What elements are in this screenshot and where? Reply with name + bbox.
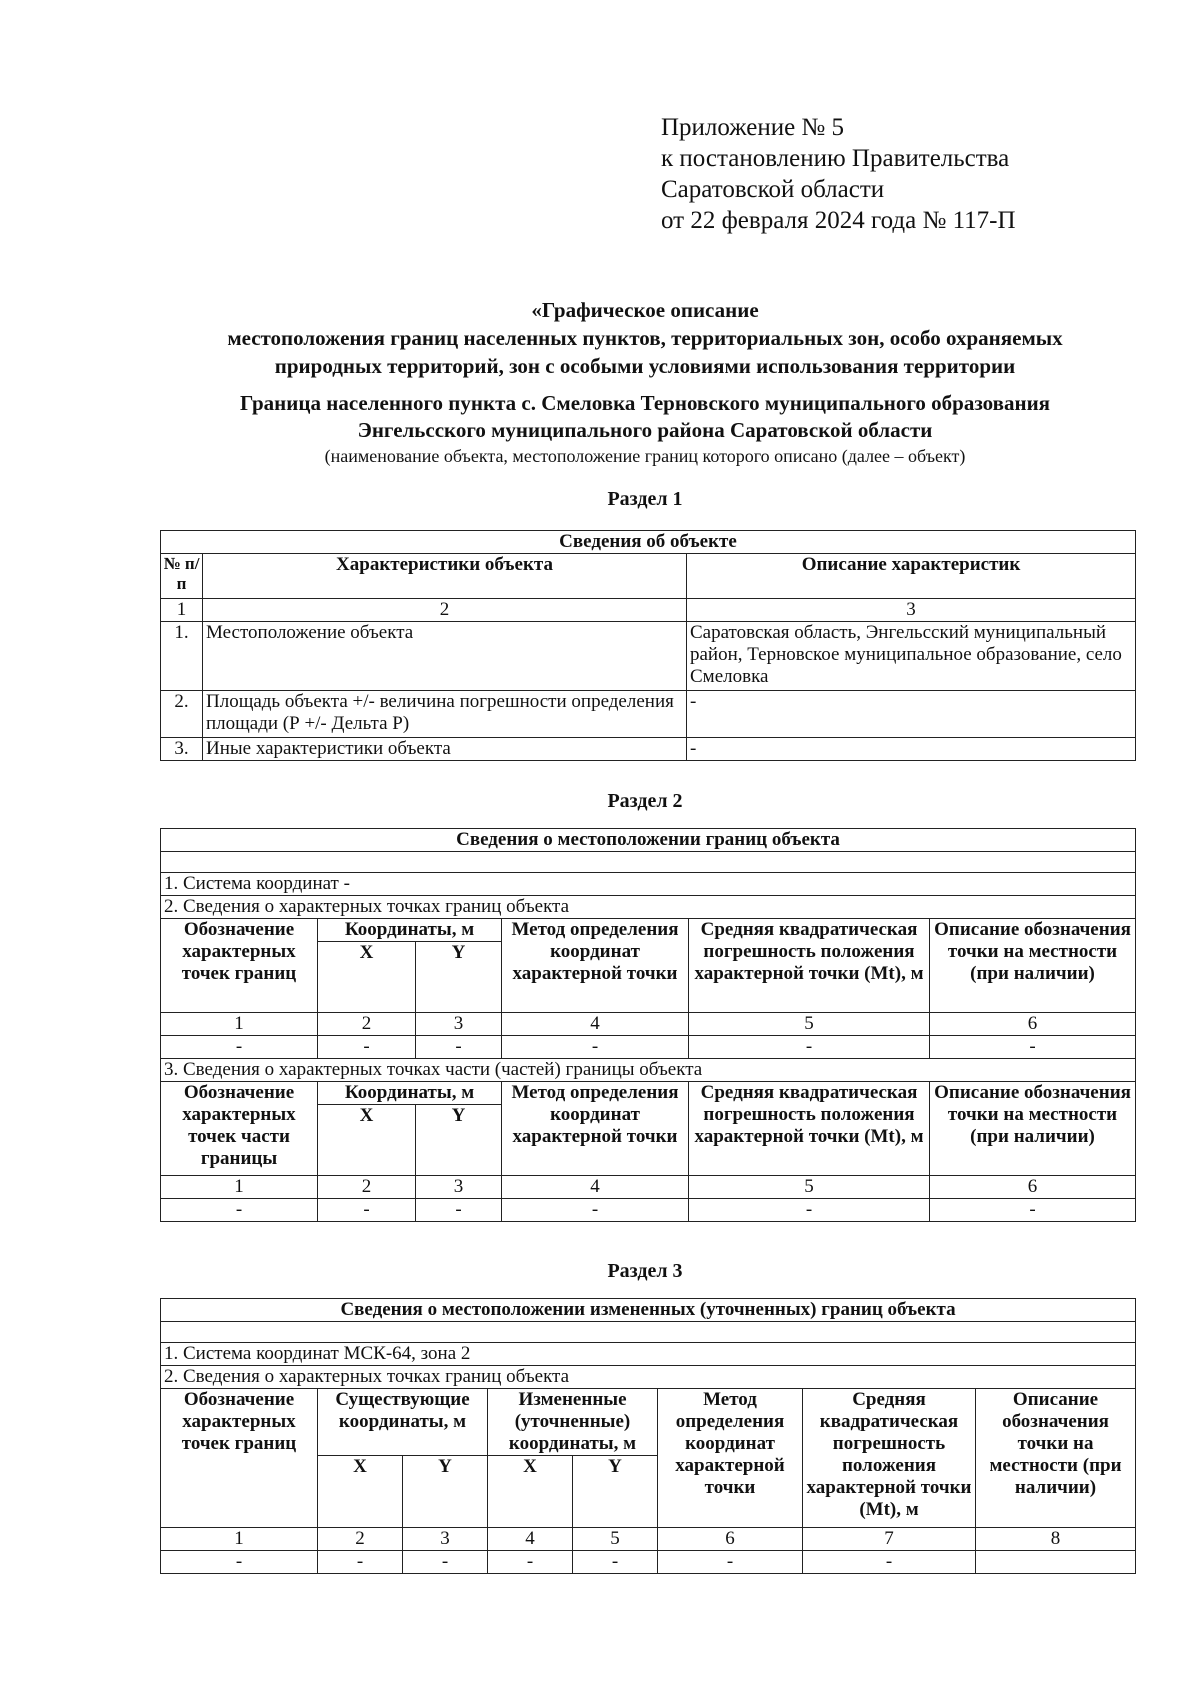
- table-title: Сведения о местоположении измененных (уточненных) границ объекта: [161, 1299, 1136, 1322]
- points-subtitle: 2. Сведения о характерных точках границ объекта: [161, 896, 1136, 919]
- index-cell: 4: [502, 1013, 689, 1036]
- object-line: Энгельсского муниципального района Саратовской области: [357, 418, 933, 442]
- dash-cell: -: [930, 1036, 1136, 1059]
- col-header-existing-y: Y: [403, 1456, 488, 1528]
- dash-cell: -: [318, 1199, 416, 1222]
- index-cell: 7: [803, 1528, 976, 1551]
- coord-system-label: 1. Система координат МСК-64, зона 2: [161, 1343, 1136, 1366]
- appendix-line: Приложение № 5: [661, 114, 845, 141]
- index-cell: 8: [976, 1528, 1136, 1551]
- col-header-x: X: [318, 942, 416, 1013]
- table-row: [161, 691, 1136, 738]
- section-1-table: [160, 530, 1136, 761]
- col-header-existing-x: X: [318, 1456, 403, 1528]
- col-header-point-description: Описание обозначения точки на местности (при наличии): [930, 919, 1136, 1013]
- index-cell: 1: [161, 1013, 318, 1036]
- index-cell: 5: [689, 1013, 930, 1036]
- col-header-coordinates: Координаты, м: [318, 1082, 502, 1105]
- row-num: 2.: [161, 691, 203, 738]
- dash-cell: -: [803, 1551, 976, 1574]
- col-header-y: Y: [416, 942, 502, 1013]
- dash-cell: -: [161, 1199, 318, 1222]
- row-description: Саратовская область, Энгельсский муниципальный район, Терновское муниципальное образование, село Смеловка: [687, 622, 1136, 691]
- section-2-table: [160, 828, 1136, 1222]
- row-num: 1.: [161, 622, 203, 691]
- col-header-method: Метод определения координат характерной точки: [502, 919, 689, 1013]
- index-cell: 2: [203, 599, 687, 622]
- index-cell: 2: [318, 1013, 416, 1036]
- row-description: -: [687, 691, 1136, 738]
- col-header-method: Метод определения координат характерной точки: [658, 1389, 803, 1528]
- dash-cell: -: [318, 1551, 403, 1574]
- title-line: природных территорий, зон с особыми условиями использования территории: [274, 354, 1016, 378]
- appendix-line: Саратовской области: [661, 176, 885, 203]
- col-header-y: Y: [416, 1105, 502, 1176]
- col-header-method: Метод определения координат характерной точки: [502, 1082, 689, 1176]
- index-cell: 3: [687, 599, 1136, 622]
- dash-cell: -: [930, 1199, 1136, 1222]
- dash-cell: -: [689, 1199, 930, 1222]
- title-line: местоположения границ населенных пунктов, территориальных зон, особо охраняемых: [227, 326, 1063, 350]
- object-name-block: [150, 390, 1140, 468]
- empty-cell: [976, 1551, 1136, 1574]
- row-description: -: [687, 738, 1136, 761]
- col-header-point-description: Описание обозначения точки на местности (при наличии): [930, 1082, 1136, 1176]
- col-header-designation: Обозначение характерных точек границ: [161, 919, 318, 1013]
- col-header-error: Средняя квадратическая погрешность положения характерной точки (Mt), м: [689, 919, 930, 1013]
- index-cell: 4: [502, 1176, 689, 1199]
- index-cell: 2: [318, 1176, 416, 1199]
- dash-cell: -: [161, 1036, 318, 1059]
- section-3-table: [160, 1298, 1136, 1574]
- empty-row: [161, 852, 1136, 873]
- dash-cell: -: [689, 1036, 930, 1059]
- object-note: (наименование объекта, местоположение границ которого описано (далее – объект): [324, 446, 966, 466]
- index-cell: 1: [161, 1528, 318, 1551]
- dash-cell: -: [488, 1551, 573, 1574]
- index-cell: 5: [689, 1176, 930, 1199]
- document-title: [150, 296, 1140, 380]
- index-cell: 3: [416, 1176, 502, 1199]
- col-header-characteristic: Характеристики объекта: [203, 554, 687, 599]
- appendix-line: от 22 февраля 2024 года № 117-П: [661, 207, 1016, 234]
- section-2-heading: Раздел 2: [607, 790, 683, 812]
- col-header-changed-x: X: [488, 1456, 573, 1528]
- col-header-description: Описание характеристик: [687, 554, 1136, 599]
- table-row: [161, 1551, 1136, 1574]
- row-characteristic: Местоположение объекта: [203, 622, 687, 691]
- index-cell: 6: [658, 1528, 803, 1551]
- section-3-heading: Раздел 3: [607, 1260, 683, 1282]
- dash-cell: -: [502, 1199, 689, 1222]
- index-cell: 1: [161, 1176, 318, 1199]
- dash-cell: -: [573, 1551, 658, 1574]
- points-subtitle: 2. Сведения о характерных точках границ объекта: [161, 1366, 1136, 1389]
- index-cell: 3: [416, 1013, 502, 1036]
- dash-cell: -: [161, 1551, 318, 1574]
- table-row: [161, 738, 1136, 761]
- col-header-changed-coordinates: Измененные (уточненные) координаты, м: [488, 1389, 658, 1456]
- table-row: [161, 1036, 1136, 1059]
- index-cell: 3: [403, 1528, 488, 1551]
- index-cell: 1: [161, 599, 203, 622]
- col-header-error: Средняя квадратическая погрешность положения характерной точки (Mt), м: [689, 1082, 930, 1176]
- dash-cell: -: [416, 1199, 502, 1222]
- index-cell: 4: [488, 1528, 573, 1551]
- col-header-error: Средняя квадратическая погрешность положения характерной точки (Mt), м: [803, 1389, 976, 1528]
- table-title: Сведения о местоположении границ объекта: [161, 829, 1136, 852]
- col-header-point-description: Описание обозначения точки на местности (при наличии): [976, 1389, 1136, 1528]
- dash-cell: -: [502, 1036, 689, 1059]
- appendix-block: [661, 112, 1016, 236]
- col-header-num: № п/п: [161, 554, 203, 599]
- empty-row: [161, 1322, 1136, 1343]
- table-title: Сведения об объекте: [161, 531, 1136, 554]
- row-characteristic: Иные характеристики объекта: [203, 738, 687, 761]
- col-header-changed-y: Y: [573, 1456, 658, 1528]
- table-row: [161, 622, 1136, 691]
- title-line: «Графическое описание: [531, 298, 759, 322]
- dash-cell: -: [658, 1551, 803, 1574]
- col-header-designation: Обозначение характерных точек границ: [161, 1389, 318, 1528]
- index-cell: 5: [573, 1528, 658, 1551]
- dash-cell: -: [403, 1551, 488, 1574]
- col-header-existing-coordinates: Существующие координаты, м: [318, 1389, 488, 1456]
- index-cell: 6: [930, 1176, 1136, 1199]
- coord-system-label: 1. Система координат -: [161, 873, 1136, 896]
- row-characteristic: Площадь объекта +/- величина погрешности определения площади (Р +/- Дельта Р): [203, 691, 687, 738]
- index-cell: 2: [318, 1528, 403, 1551]
- row-num: 3.: [161, 738, 203, 761]
- col-header-x: X: [318, 1105, 416, 1176]
- appendix-line: к постановлению Правительства: [661, 145, 1010, 172]
- col-header-coordinates: Координаты, м: [318, 919, 502, 942]
- table-row: [161, 1199, 1136, 1222]
- col-header-designation-part: Обозначение характерных точек части границы: [161, 1082, 318, 1176]
- object-line: Граница населенного пункта с. Смеловка Терновского муниципального образования: [239, 391, 1051, 415]
- dash-cell: -: [416, 1036, 502, 1059]
- part-points-subtitle: 3. Сведения о характерных точках части (частей) границы объекта: [161, 1059, 1136, 1082]
- index-cell: 6: [930, 1013, 1136, 1036]
- dash-cell: -: [318, 1036, 416, 1059]
- section-1-heading: Раздел 1: [607, 488, 683, 510]
